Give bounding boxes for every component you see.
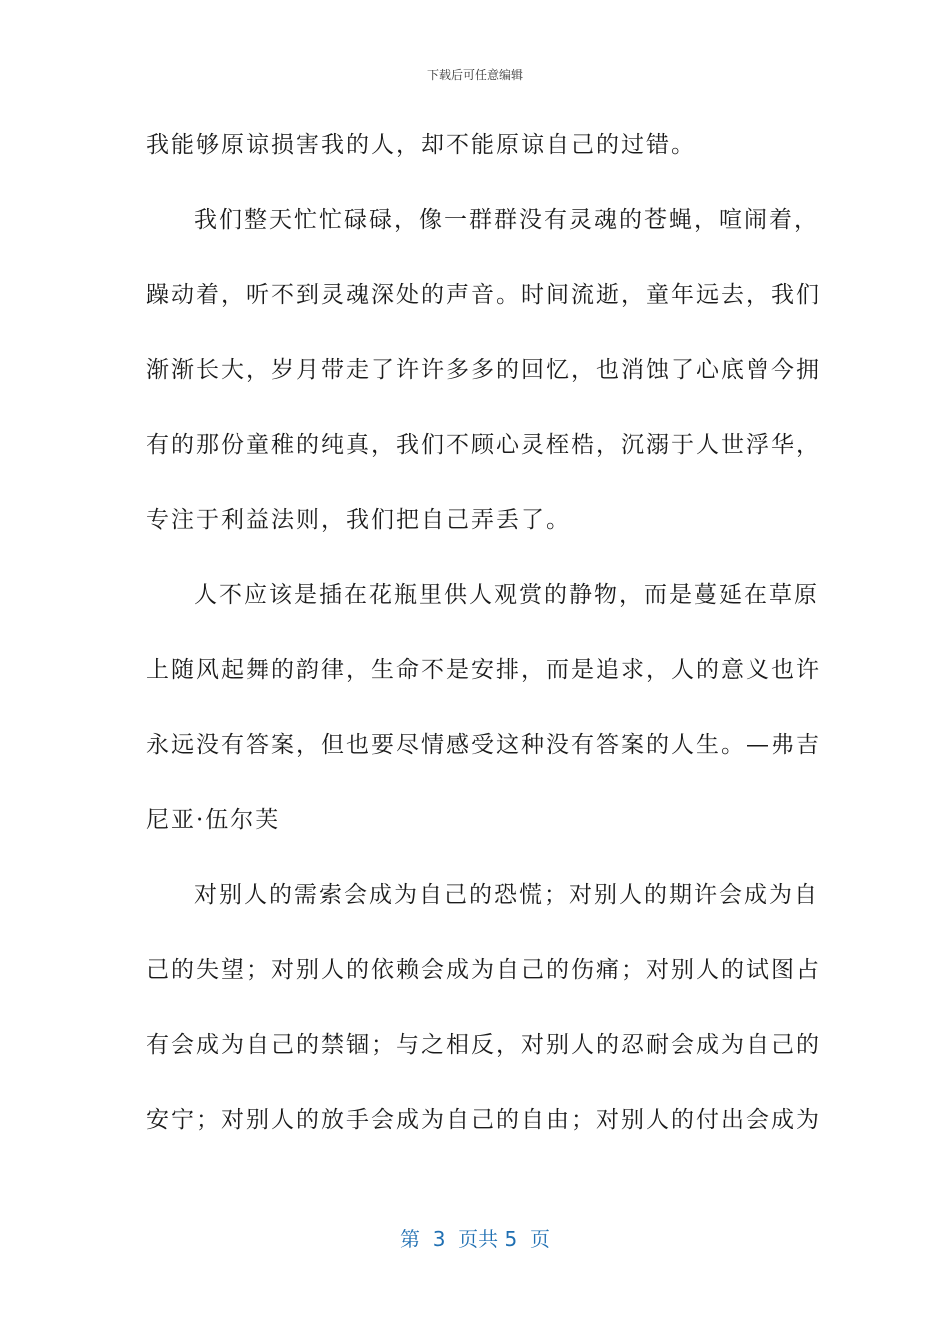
page-number-footer: 第 3 页共 5 页 xyxy=(400,1227,550,1251)
text-line: 上随风起舞的韵律，生命不是安排，而是追求，人的意义也许 xyxy=(146,657,821,683)
paragraph-first-line: 人不应该是插在花瓶里供人观赏的静物，而是蔓延在草原 xyxy=(194,582,819,608)
paragraph-first-line: 我们整天忙忙碌碌，像一群群没有灵魂的苍蝇，喧闹着， xyxy=(194,207,819,233)
text-line: 有会成为自己的禁锢；与之相反，对别人的忍耐会成为自己的 xyxy=(146,1032,821,1058)
page-header: 下载后可任意编辑 xyxy=(426,68,523,82)
paragraph-first-line: 对别人的需索会成为自己的恐慌；对别人的期许会成为自 xyxy=(194,882,819,908)
text-line: 专注于利益法则，我们把自己弄丢了。 xyxy=(146,507,571,533)
document-body xyxy=(146,120,821,1170)
text-line: 安宁；对别人的放手会成为自己的自由；对别人的付出会成为 xyxy=(146,1107,821,1133)
text-line: 有的那份童稚的纯真，我们不顾心灵桎梏，沉溺于人世浮华， xyxy=(146,432,821,458)
text-line: 我能够原谅损害我的人，却不能原谅自己的过错。 xyxy=(146,132,696,158)
text-line: 尼亚·伍尔芙 xyxy=(146,807,281,833)
text-line: 渐渐长大，岁月带走了许许多多的回忆，也消蚀了心底曾今拥 xyxy=(146,357,821,383)
text-line: 己的失望；对别人的依赖会成为自己的伤痛；对别人的试图占 xyxy=(146,957,821,983)
text-line: 永远没有答案，但也要尽情感受这种没有答案的人生。—弗吉 xyxy=(146,732,821,758)
text-line: 躁动着，听不到灵魂深处的声音。时间流逝，童年远去，我们 xyxy=(146,282,821,308)
